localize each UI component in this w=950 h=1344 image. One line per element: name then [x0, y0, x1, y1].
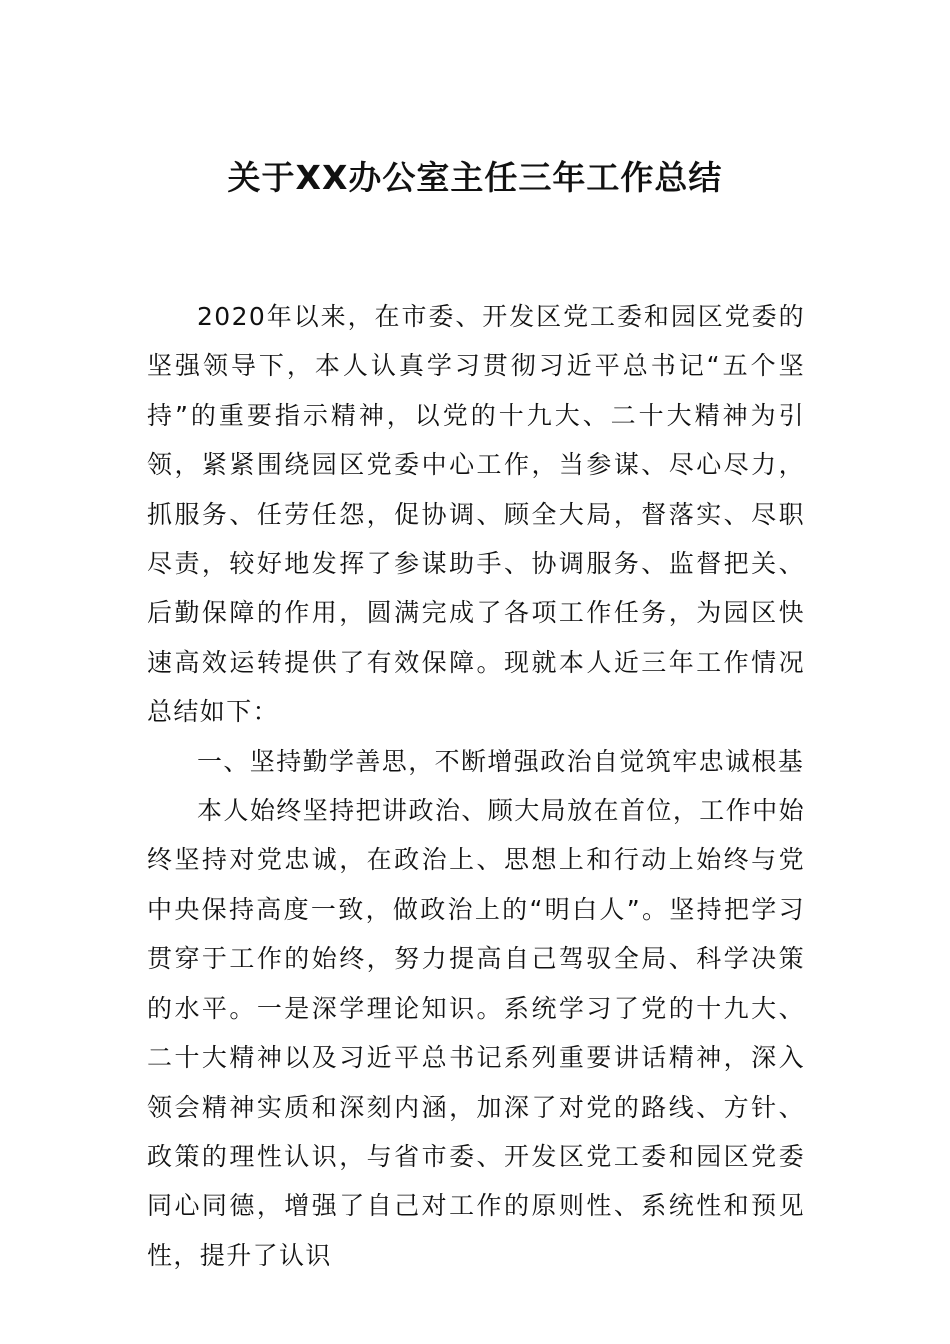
paragraph-intro: 2020年以来，在市委、开发区党工委和园区党委的坚强领导下，本人认真学习贯彻习近平总书记“五个坚持”的重要指示精神，以党的十九大、二十大精神为引领，紧紧围绕园区党委中心工作，当参谋、尽心尽力，抓服务、任劳任怨，促协调、顾全大局，督落实、尽职尽责，较好地发挥了参谋助手、协调服务、监督把关、后勤保障的作用，圆满完成了各项工作任务，为园区快速高效运转提供了有效保障。现就本人近三年工作情况总结如下：: [147, 302, 805, 727]
section-heading-1: 一、坚持勤学善思，不断增强政治自觉筑牢忠诚根基: [197, 746, 805, 776]
document-body: [147, 292, 805, 1280]
paragraph-section-1: 本人始终坚持把讲政治、顾大局放在首位，工作中始终坚持对党忠诚，在政治上、思想上和行动上始终与党中央保持高度一致，做政治上的“明白人”。坚持把学习贯穿于工作的始终，努力提高自己驾驭全局、科学决策的水平。一是深学理论知识。系统学习了党的十九大、二十大精神以及习近平总书记系列重要讲话精神，深入领会精神实质和深刻内涵，加深了对党的路线、方针、政策的理性认识，与省市委、开发区党工委和园区党委同心同德，增强了自己对工作的原则性、系统性和预见性，提升了认识: [147, 796, 805, 1270]
document-title: 关于XX办公室主任三年工作总结: [227, 158, 723, 197]
